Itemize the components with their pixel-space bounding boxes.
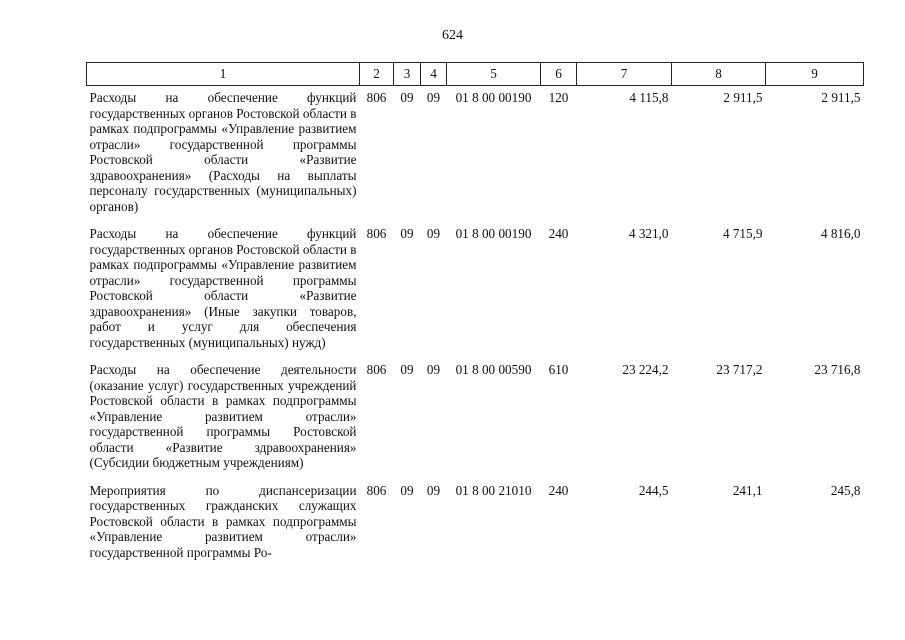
cell-ministry-code: 806: [366, 226, 387, 241]
cell-section: 09: [400, 90, 414, 105]
col-header-1: 1: [87, 63, 360, 86]
cell-amount-col9: 23 716,8: [814, 362, 861, 377]
col-header-9: 9: [766, 63, 864, 86]
page-number: 624: [442, 28, 463, 43]
row-description: Расходы на обеспечение деятельности (оказание услуг) государственных учреждений Ростовской области в рамках подпрограммы «Управление развитием отрасли» государственной программы Ростовской области «Развитие здравоохранения» (Субсидии бюджетным учреждениям): [89, 362, 357, 470]
cell-section: 09: [400, 226, 414, 241]
table-row: [87, 479, 864, 569]
row-description: Расходы на обеспечение функций государственных органов Ростовской области в рамках подпрограммы «Управление развитием отрасли» государственной программы Ростовской области «Развитие здравоохранения» (Иные закупки товаров, работ и услуг для обеспечения государственных (муниципальных) нужд): [89, 226, 357, 350]
cell-expense-type: 610: [548, 362, 569, 377]
cell-ministry-code: 806: [366, 90, 387, 105]
cell-subsection: 09: [426, 226, 441, 241]
row-description: Расходы на обеспечение функций государственных органов Ростовской области в рамках подпрограммы «Управление развитием отрасли» государственной программы Ростовской области «Развитие здравоохранения» (Расходы на выплаты персоналу государственных (муниципальных) органов): [89, 90, 357, 214]
cell-amount-col7: 23 224,2: [622, 362, 669, 377]
budget-table: [86, 62, 864, 568]
col-header-3: 3: [394, 63, 421, 86]
cell-subsection: 09: [426, 482, 441, 498]
col-header-2: 2: [360, 63, 394, 86]
cell-amount-col7: 244,5: [638, 482, 669, 498]
cell-target-article: 01 8 00 21010: [455, 482, 532, 498]
cell-ministry-code: 806: [366, 482, 387, 498]
table-row: [87, 86, 864, 223]
cell-amount-col7: 4 321,0: [628, 226, 669, 241]
col-header-4: 4: [421, 63, 447, 86]
col-header-7: 7: [577, 63, 672, 86]
cell-target-article: 01 8 00 00190: [455, 226, 532, 241]
cell-amount-col8: 2 911,5: [723, 90, 763, 105]
cell-target-article: 01 8 00 00590: [455, 362, 532, 377]
cell-target-article: 01 8 00 00190: [455, 90, 532, 105]
cell-section: 09: [400, 482, 414, 498]
cell-section: 09: [400, 362, 414, 377]
row-description: Мероприятия по диспансеризации государственных гражданских служащих Ростовской области в рамках подпрограммы «Управление развитием отрасли» государственной программы Ро-: [89, 482, 357, 560]
cell-amount-col8: 4 715,9: [722, 226, 763, 241]
cell-expense-type: 240: [548, 482, 569, 498]
cell-amount-col8: 23 717,2: [716, 362, 763, 377]
cell-subsection: 09: [426, 90, 441, 105]
col-header-5: 5: [447, 63, 541, 86]
table-row: [87, 358, 864, 479]
col-header-8: 8: [672, 63, 766, 86]
cell-ministry-code: 806: [366, 362, 387, 377]
cell-amount-col9: 2 911,5: [821, 90, 861, 105]
cell-expense-type: 120: [548, 90, 569, 105]
cell-subsection: 09: [426, 362, 441, 377]
cell-amount-col9: 245,8: [830, 482, 861, 498]
col-header-6: 6: [541, 63, 577, 86]
cell-amount-col8: 241,1: [732, 482, 763, 498]
cell-expense-type: 240: [548, 226, 569, 241]
header-row: [87, 63, 864, 86]
cell-amount-col7: 4 115,8: [629, 90, 669, 105]
cell-amount-col9: 4 816,0: [820, 226, 861, 241]
table-row: [87, 222, 864, 358]
